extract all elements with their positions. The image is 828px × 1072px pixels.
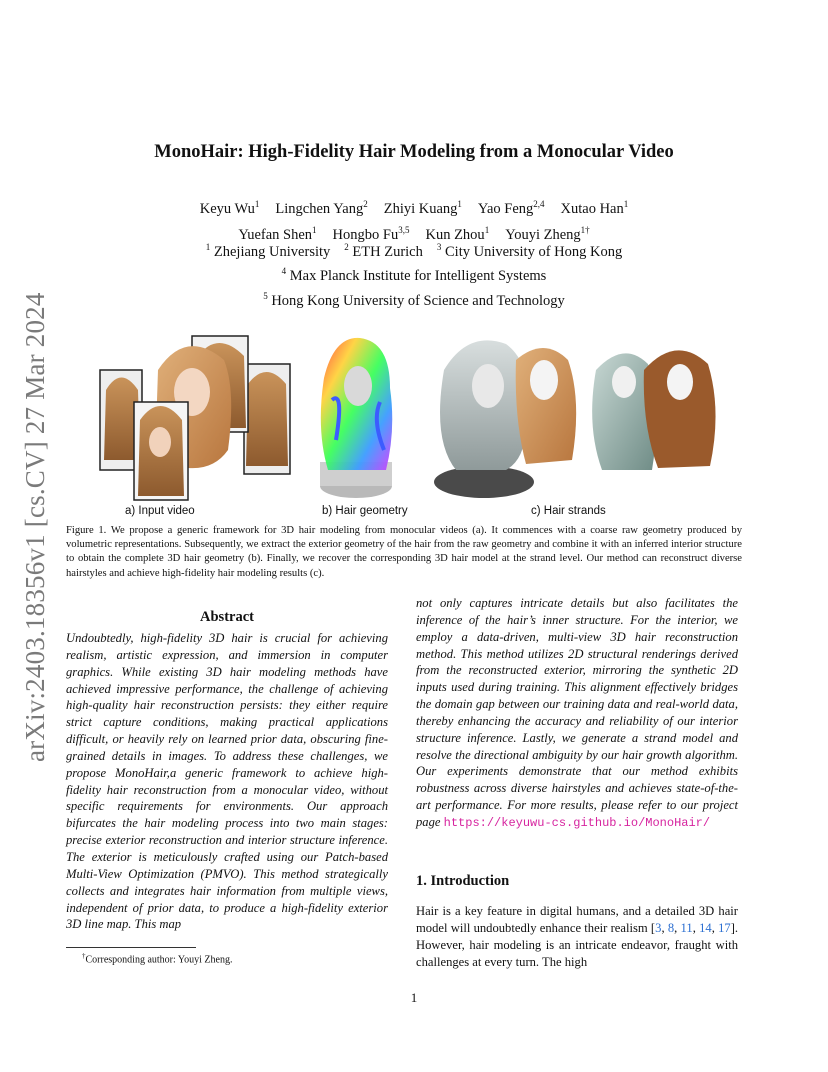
author-affiliation-mark: 1† [580,224,590,235]
author-affiliation-mark: 1 [254,199,260,209]
author-name: Xutao Han$^1$ [560,199,629,217]
arxiv-watermark: arXiv:2403.18356v1 [cs.CV] 27 Mar 2024 [20,292,50,762]
citation-link[interactable]: 14 [699,920,712,935]
abstract-text-left: Undoubtedly, high-fidelity 3D hair is crucial for achieving realism, artistic expression, and immersion in computer graphics. While existing 3D hair modeling methods have achieved impressive performance, the challenge of achieving high-quality hair reconstruction persists: they either require strict capture conditions, making practical applications difficult, or heavily rely on learned prior data, obscuring fine-grained details in images. To address these challenges, we propose MonoHair,a generic framework to achieve high-fidelity hair reconstruction from a monocular video, without specific requirements for environments. Our approach bifurcates the hair modeling process into two main stages: precise exterior reconstruction and interior structure inference. The exterior is meticulously crafted using our Patch-based Multi-View Optimization (PMVO). This method strategically collects and integrates hair information from multiple views, independent of prior data, to produce a high-fidelity exterior 3D line map. This map [66,631,388,932]
hair-geometry-render [320,338,392,498]
affiliation-line-2: $^4$ Max Planck Institute for Intelligent Systems [281,266,547,285]
introduction-heading: 1. Introduction [416,873,510,889]
figure-label-input-video: a) Input video [125,505,195,517]
author-affiliation-mark: 2,4 [533,199,545,209]
affiliation-line-1 [60,238,768,262]
author-affiliation-mark: 2 [363,199,368,209]
affiliation-name: $^2$ ETH Zurich [344,242,423,260]
author-name: Yao Feng$^{2,4}$ [477,199,545,217]
introduction-text: Hair is a key feature in digital humans, and a detailed 3D hair model will undoubtedly enhance their realism [3, 8, 11, 14, 17]. However, hair modeling is an intricate endeavor, fraught with challenges at every turn. The high [416,904,739,969]
author-name: Lingchen Yang$^2$ [275,199,368,217]
author-affiliation-mark: 3,5 [398,224,410,235]
author-affiliation-mark: 1 [623,199,629,209]
author-name: Yuefan Shen$^1$ [238,224,317,243]
affiliation-name: $^1$ Zhejiang University [205,242,331,260]
author-name: Youyi Zheng$^{1\dagger}$ [505,224,590,243]
affiliations [60,238,768,311]
project-page-link[interactable]: https://keyuwu-cs.github.io/MonoHair/ [443,815,711,830]
author-name: Zhiyi Kuang$^1$ [383,199,462,217]
author-affiliation-mark: 1 [312,224,317,235]
hair-strands-renders [434,340,716,498]
abstract-text-right: not only captures intricate details but also facilitates the inference of the hair’s inner structure. For the interior, we employ a data-driven, multi-view 3D hair reconstruction method. This method utilizes 2D structural renderings derived from the reconstructed exterior, mirroring the synthetic 2D inputs used during training. This alignment effectively bridges the domain gap between our training data and real-world data, thereby enhancing the accuracy and reliability of our interior structure inference. Lastly, we generate a strand model and resolve the directional ambiguity by our hair growth algorithm. Our experiments demonstrate that our method exhibits robustness across diverse hairstyles and achieves state-of-the-art performance. For more results, please refer to our project page https://keyuwu-cs.github.io/MonoHair/ [416,596,738,830]
citation-link[interactable]: 3 [655,920,662,935]
affiliation-name: $^3$ City University of Hong Kong [436,242,623,260]
figure-label-hair-strands: c) Hair strands [531,505,606,517]
footnote-rule [66,947,196,948]
citation-link[interactable]: 17 [718,920,731,935]
input-video-frames [100,336,290,500]
author-name: Keyu Wu$^1$ [199,199,260,217]
author-name: Hongbo Fu$^{3,5}$ [332,224,410,243]
citation-link[interactable]: 11 [680,920,693,935]
page-number: 1 [410,990,418,1005]
teaser-figure [96,330,736,505]
paper-title: MonoHair: High-Fidelity Hair Modeling from a Monocular Video [154,142,674,162]
author-name: Kun Zhou$^1$ [425,224,490,243]
author-line-1 [60,194,768,220]
abstract-heading: Abstract [200,609,254,625]
figure-label-hair-geometry: b) Hair geometry [322,505,408,517]
author-affiliation-mark: 1 [457,199,462,209]
footnote: †Corresponding author: Youyi Zheng. [82,952,233,966]
figure-caption: Figure 1. We propose a generic framework for 3D hair modeling from monocular videos (a). It commences with a coarse raw geometry produced by volumetric representations. Subsequently, we extract the exterior geometry of the hair from the raw geometry and combine it with an inferred interior structure to obtain the complete 3D hair geometry (b). Finally, we recover the corresponding 3D hair model at the strand level. Our method can reconstruct diverse hairstyles and achieve high-fidelity hair modeling results (c). [66,525,742,579]
citation-link[interactable]: 8 [667,920,675,935]
affiliation-line-3: $^5$ Hong Kong University of Science and Technology [263,290,565,309]
author-affiliation-mark: 1 [484,224,490,235]
